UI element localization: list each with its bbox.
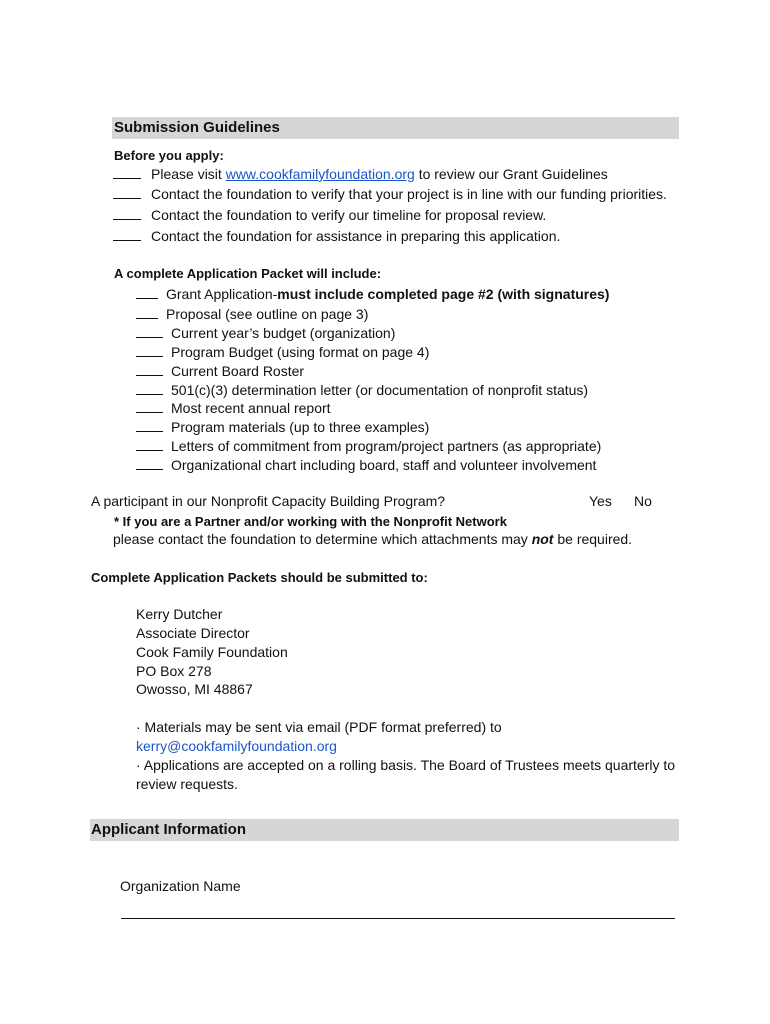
checkbox-blank[interactable] xyxy=(136,362,163,376)
checkbox-blank[interactable] xyxy=(136,343,163,357)
email-note: · Materials may be sent via email (PDF format preferred) to xyxy=(136,719,502,735)
checkbox-blank[interactable] xyxy=(136,285,158,299)
website-link[interactable]: www.cookfamilyfoundation.org xyxy=(225,166,415,182)
rolling-note-line1: · Applications are accepted on a rolling basis. The Board of Trustees meets quarterly to xyxy=(136,757,676,773)
before-title: Before you apply: xyxy=(114,148,224,163)
packet-item-501c3: 501(c)(3) determination letter (or documentation of nonprofit status) xyxy=(136,381,588,399)
packet-item-org-chart: Organizational chart including board, staff and volunteer involvement xyxy=(136,456,596,474)
partner-instructions: please contact the foundation to determine which attachments may not be required. xyxy=(113,531,633,547)
submission-heading: Submission Guidelines xyxy=(114,119,280,136)
checkbox-blank[interactable] xyxy=(136,418,163,432)
before-item-priorities: Contact the foundation to verify that your project is in line with our funding priorities. xyxy=(113,185,667,203)
packet-title: A complete Application Packet will include: xyxy=(114,266,382,281)
checkbox-blank[interactable] xyxy=(113,206,141,220)
packet-item-board-roster: Current Board Roster xyxy=(136,362,304,380)
packet-item-budget: Current year’s budget (organization) xyxy=(136,324,395,342)
before-item-visit: Please visit www.cookfamilyfoundation.org to review our Grant Guidelines xyxy=(113,165,608,183)
rolling-note-line2: review requests. xyxy=(136,776,238,792)
checkbox-blank[interactable] xyxy=(136,381,163,395)
checkbox-blank[interactable] xyxy=(113,165,141,179)
checkbox-blank[interactable] xyxy=(113,185,141,199)
org-name-input-line[interactable] xyxy=(121,918,675,919)
packet-item-program-budget: Program Budget (using format on page 4) xyxy=(136,343,429,361)
participant-question: A participant in our Nonprofit Capacity Building Program? xyxy=(91,493,446,509)
packet-item-letters: Letters of commitment from program/project partners (as appropriate) xyxy=(136,437,601,455)
address-title: Associate Director xyxy=(136,625,250,641)
checkbox-blank[interactable] xyxy=(136,324,163,338)
participant-no[interactable]: No xyxy=(634,493,652,509)
before-item-timeline: Contact the foundation to verify our timeline for proposal review. xyxy=(113,206,546,224)
packet-item-annual-report: Most recent annual report xyxy=(136,399,331,417)
checkbox-blank[interactable] xyxy=(136,399,163,413)
checkbox-blank[interactable] xyxy=(136,305,158,319)
checkbox-blank[interactable] xyxy=(136,437,163,451)
packet-item-application: Grant Application-must include completed page #2 (with signatures) xyxy=(136,285,609,303)
before-item-assistance: Contact the foundation for assistance in preparing this application. xyxy=(113,227,560,245)
address-name: Kerry Dutcher xyxy=(136,606,223,622)
packet-item-proposal: Proposal (see outline on page 3) xyxy=(136,305,368,323)
org-name-label: Organization Name xyxy=(120,878,241,894)
checkbox-blank[interactable] xyxy=(113,227,141,241)
partner-note: * If you are a Partner and/or working with the Nonprofit Network xyxy=(114,514,507,529)
address-city: Owosso, MI 48867 xyxy=(136,681,253,697)
packet-item-program-materials: Program materials (up to three examples) xyxy=(136,418,429,436)
participant-yes[interactable]: Yes xyxy=(589,493,612,509)
email-link[interactable]: kerry@cookfamilyfoundation.org xyxy=(136,738,337,754)
checkbox-blank[interactable] xyxy=(136,456,163,470)
address-pobox: PO Box 278 xyxy=(136,663,212,679)
submit-title: Complete Application Packets should be submitted to: xyxy=(91,570,428,585)
applicant-heading: Applicant Information xyxy=(91,821,246,838)
address-org: Cook Family Foundation xyxy=(136,644,288,660)
